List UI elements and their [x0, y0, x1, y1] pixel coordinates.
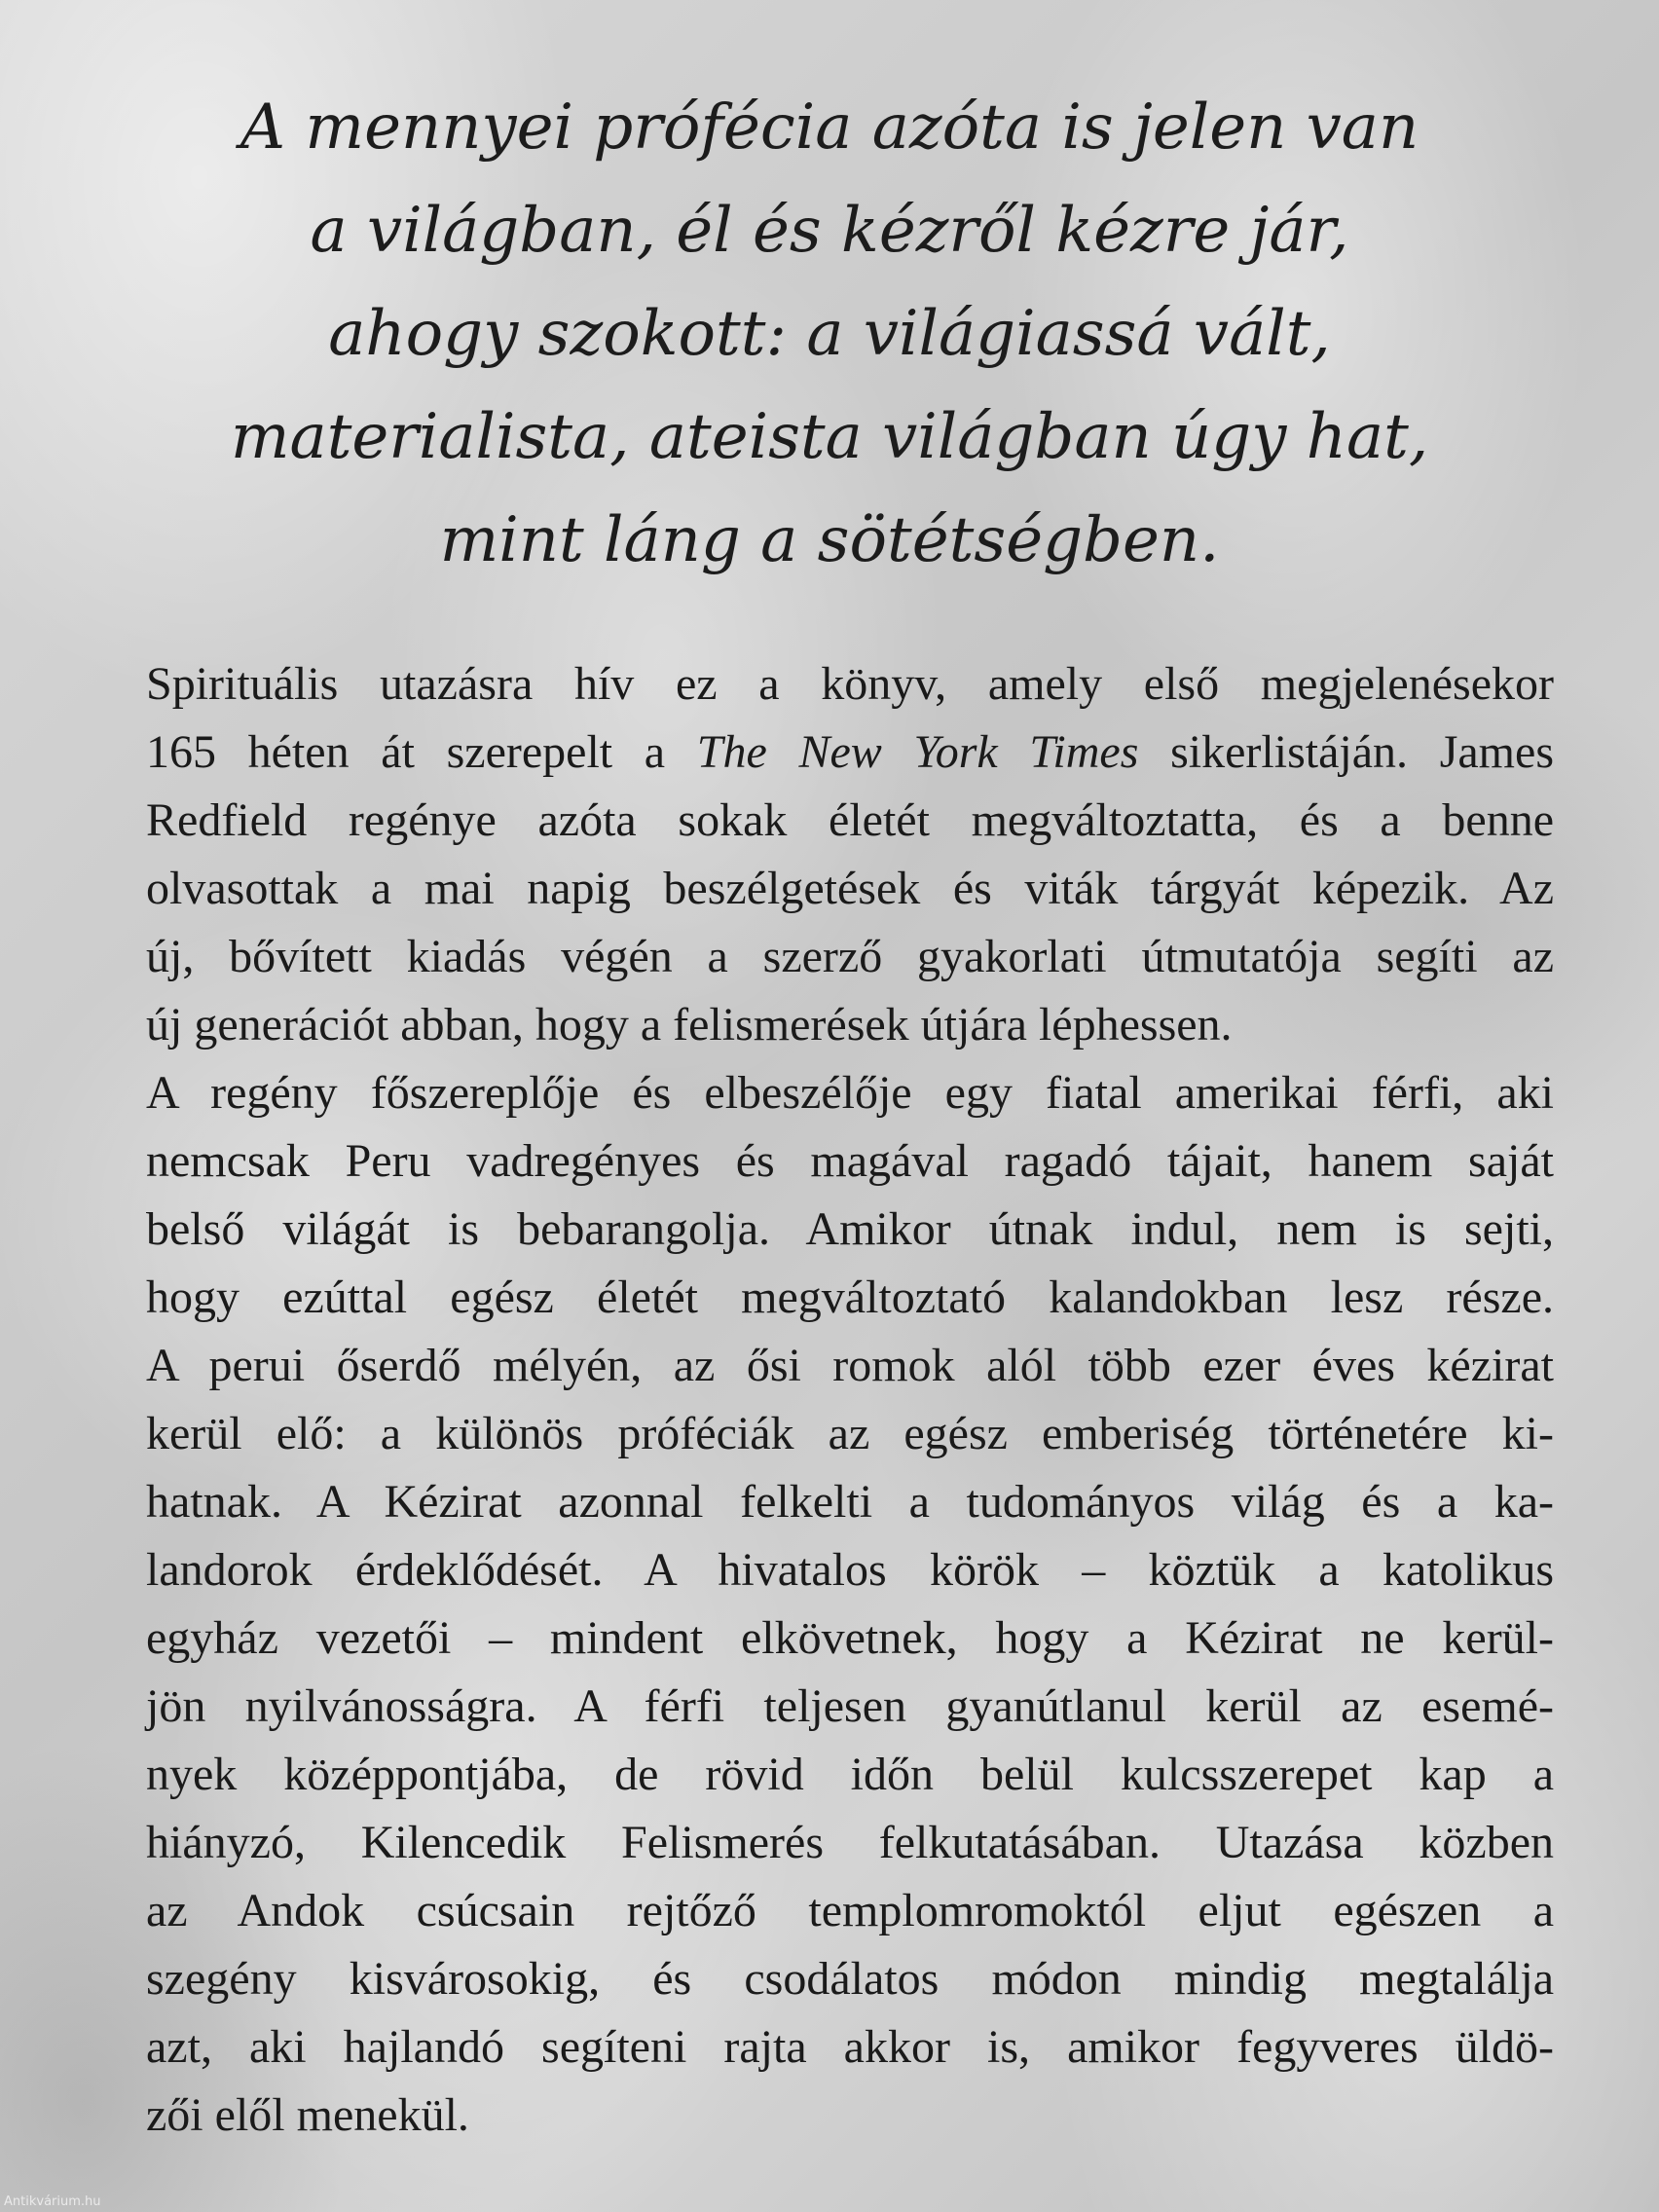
text-line: kerül elő: a különös próféciák az egész emberiség történetére ki- — [146, 1408, 1554, 1459]
quote-line: ahogy szokott: a világiassá vált, — [328, 298, 1331, 370]
text-line: hogy ezúttal egész életét megváltoztató kalandokban lesz része. — [146, 1272, 1554, 1323]
text-line: nyek középpontjába, de rövid időn belül kulcsszerepet kap a — [146, 1749, 1554, 1800]
text-line: új, bővített kiadás végén a szerző gyakorlati útmutatója segíti az — [146, 931, 1554, 982]
text-line: hatnak. A Kézirat azonnal felkelti a tudományos világ és a ka- — [146, 1476, 1554, 1528]
text-line: A perui őserdő mélyén, az ősi romok alól több ezer éves kézirat — [146, 1340, 1554, 1391]
quote-line: materialista, ateista világban úgy hat, — [230, 401, 1429, 473]
text-line: Redfield regénye azóta sokak életét megváltoztatta, és a benne — [146, 794, 1554, 846]
text-line: landorok érdeklődését. A hivatalos körök – köztük a katolikus — [146, 1544, 1554, 1596]
quote-line: mint láng a sötétségben. — [439, 504, 1220, 576]
text-line: hiányzó, Kilencedik Felismerés felkutatásában. Utazása közben — [146, 1817, 1554, 1868]
quote-line: a világban, él és kézről kézre jár, — [310, 195, 1349, 267]
text-line: egyház vezetői – mindent elkövetnek, hogy a Kézirat ne kerül- — [146, 1612, 1554, 1664]
text-fragment: sikerlistáján. James — [1170, 726, 1555, 778]
text-line: azt, aki hajlandó segíteni rajta akkor is, amikor fegyveres üldö- — [146, 2021, 1554, 2073]
text-line: olvasottak a mai napig beszélgetések és viták tárgyát képezik. Az — [146, 863, 1554, 914]
newspaper-title: The New York Times — [696, 726, 1139, 778]
text-line-with-title — [146, 719, 1554, 787]
watermark: Antikvárium.hu — [4, 2194, 101, 2209]
text-line: szegény kisvárosokig, és csodálatos módon mindig megtalálja — [146, 1953, 1554, 2005]
description-text — [146, 650, 1554, 2150]
quote-block — [146, 76, 1513, 592]
text-line: belső világát is bebarangolja. Amikor útnak indul, nem is sejti, — [146, 1203, 1554, 1255]
text-line: az Andok csúcsain rejtőző templomromoktól eljut egészen a — [146, 1885, 1554, 1936]
text-line: jön nyilvánosságra. A férfi teljesen gyanútlanul kerül az esemé- — [146, 1680, 1554, 1732]
text-line: Spirituális utazásra hív ez a könyv, amely első megjelenésekor — [146, 658, 1554, 710]
text-line: zői elől menekül. — [146, 2089, 469, 2141]
text-line: A regény főszereplője és elbeszélője egy fiatal amerikai férfi, aki — [146, 1067, 1554, 1119]
quote-line: A mennyei prófécia azóta is jelen van — [240, 92, 1419, 164]
text-line: nemcsak Peru vadregényes és magával ragadó tájait, hanem saját — [146, 1135, 1554, 1187]
text-fragment: 165 héten át szerepelt a — [146, 726, 666, 778]
text-line: új generációt abban, hogy a felismerések útjára léphessen. — [146, 999, 1233, 1051]
